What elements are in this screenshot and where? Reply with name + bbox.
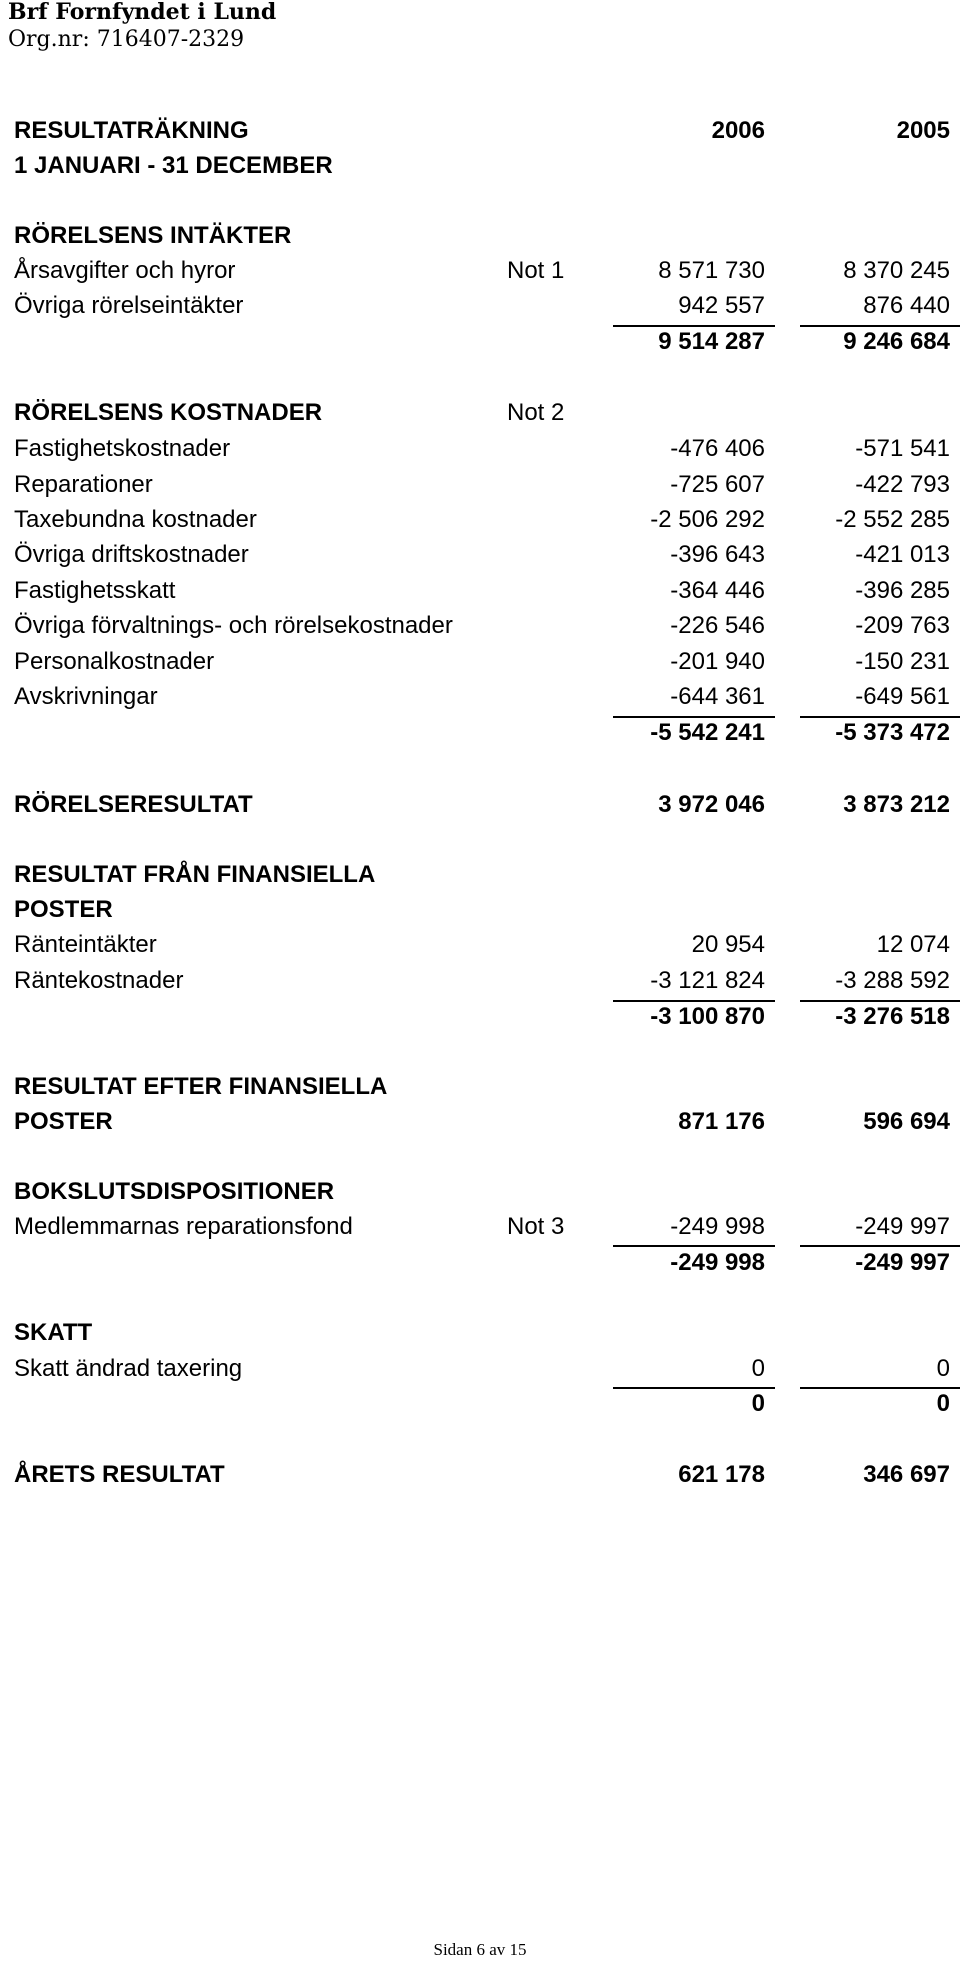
value-current: -644 361 <box>670 683 765 710</box>
subtotal-rule <box>613 1245 775 1247</box>
result-after-financial-current: 871 176 <box>678 1108 765 1135</box>
section-heading-financial: RESULTAT FRÅN FINANSIELLA <box>14 861 376 888</box>
value-previous: 876 440 <box>863 292 950 319</box>
subtotal-previous: 0 <box>936 1390 950 1417</box>
subtotal-current: 0 <box>751 1390 765 1417</box>
row-label: Fastighetskostnader <box>14 435 231 462</box>
row-label: Avskrivningar <box>14 683 158 710</box>
result-after-financial-heading: RESULTAT EFTER FINANSIELLA <box>14 1073 388 1100</box>
value-current: -2 506 292 <box>650 506 765 533</box>
row-label: Skatt ändrad taxering <box>14 1355 243 1382</box>
subtotal-rule <box>800 1245 960 1247</box>
row-label: Övriga driftskostnader <box>14 541 249 568</box>
value-current: -476 406 <box>670 435 765 462</box>
value-previous: 0 <box>936 1355 950 1382</box>
row-label: Medlemmarnas reparationsfond <box>14 1213 353 1240</box>
year-current-header: 2006 <box>711 117 765 144</box>
note-reference: Not 1 <box>507 257 565 284</box>
net-result-previous: 346 697 <box>863 1461 950 1488</box>
value-current: 8 571 730 <box>658 257 765 284</box>
value-previous: -3 288 592 <box>835 967 950 994</box>
row-label: Räntekostnader <box>14 967 184 994</box>
subtotal-current: -249 998 <box>670 1249 765 1276</box>
section-heading-tax: SKATT <box>14 1319 93 1346</box>
value-previous: -571 541 <box>855 435 950 462</box>
page-number: Sidan 6 av 15 <box>433 1940 527 1959</box>
row-label: Fastighetsskatt <box>14 577 176 604</box>
section-heading-costs: RÖRELSENS KOSTNADER <box>14 399 323 426</box>
row-label: Ränteintäkter <box>14 931 157 958</box>
result-after-financial-heading-cont: POSTER <box>14 1108 113 1135</box>
value-current: -364 446 <box>670 577 765 604</box>
row-label: Övriga förvaltnings- och rörelsekostnader <box>14 612 453 639</box>
subtotal-previous: -3 276 518 <box>835 1003 950 1030</box>
operating-result-current: 3 972 046 <box>658 791 765 818</box>
row-label: Taxebundna kostnader <box>14 506 257 533</box>
value-current: -3 121 824 <box>650 967 765 994</box>
value-current: 0 <box>751 1355 765 1382</box>
organization-name: Brf Fornfyndet i Lund <box>8 0 277 25</box>
value-current: 942 557 <box>678 292 765 319</box>
value-previous: -422 793 <box>855 471 950 498</box>
value-previous: 8 370 245 <box>843 257 950 284</box>
net-result-current: 621 178 <box>678 1461 765 1488</box>
subtotal-previous: -249 997 <box>855 1249 950 1276</box>
value-current: -725 607 <box>670 471 765 498</box>
section-heading-appropriations: BOKSLUTSDISPOSITIONER <box>14 1178 335 1205</box>
value-current: 20 954 <box>691 931 765 958</box>
net-result-label: ÅRETS RESULTAT <box>14 1461 225 1488</box>
value-previous: -249 997 <box>855 1213 950 1240</box>
value-previous: -396 285 <box>855 577 950 604</box>
section-heading-revenue: RÖRELSENS INTÄKTER <box>14 222 292 249</box>
statement-period: 1 JANUARI - 31 DECEMBER <box>14 152 333 179</box>
subtotal-current: -5 542 241 <box>650 719 765 746</box>
value-previous: -150 231 <box>855 648 950 675</box>
value-previous: -649 561 <box>855 683 950 710</box>
row-label: Övriga rörelseintäkter <box>14 292 244 319</box>
value-current: -226 546 <box>670 612 765 639</box>
year-previous-header: 2005 <box>896 117 950 144</box>
value-previous: -421 013 <box>855 541 950 568</box>
row-label: Reparationer <box>14 471 153 498</box>
note-reference: Not 2 <box>507 399 565 426</box>
value-previous: -209 763 <box>855 612 950 639</box>
row-label: Personalkostnader <box>14 648 215 675</box>
value-current: -201 940 <box>670 648 765 675</box>
operating-result-label: RÖRELSERESULTAT <box>14 791 253 818</box>
operating-result-previous: 3 873 212 <box>843 791 950 818</box>
organization-number: Org.nr: 716407-2329 <box>8 27 245 52</box>
value-previous: -2 552 285 <box>835 506 950 533</box>
value-previous: 12 074 <box>876 931 950 958</box>
value-current: -396 643 <box>670 541 765 568</box>
statement-title: RESULTATRÄKNING <box>14 117 249 144</box>
row-label: Årsavgifter och hyror <box>14 257 236 284</box>
subtotal-current: 9 514 287 <box>658 328 765 355</box>
note-reference: Not 3 <box>507 1213 565 1240</box>
result-after-financial-previous: 596 694 <box>863 1108 950 1135</box>
subtotal-previous: -5 373 472 <box>835 719 950 746</box>
section-heading-financial-cont: POSTER <box>14 896 113 923</box>
subtotal-current: -3 100 870 <box>650 1003 765 1030</box>
subtotal-previous: 9 246 684 <box>843 328 950 355</box>
value-current: -249 998 <box>670 1213 765 1240</box>
